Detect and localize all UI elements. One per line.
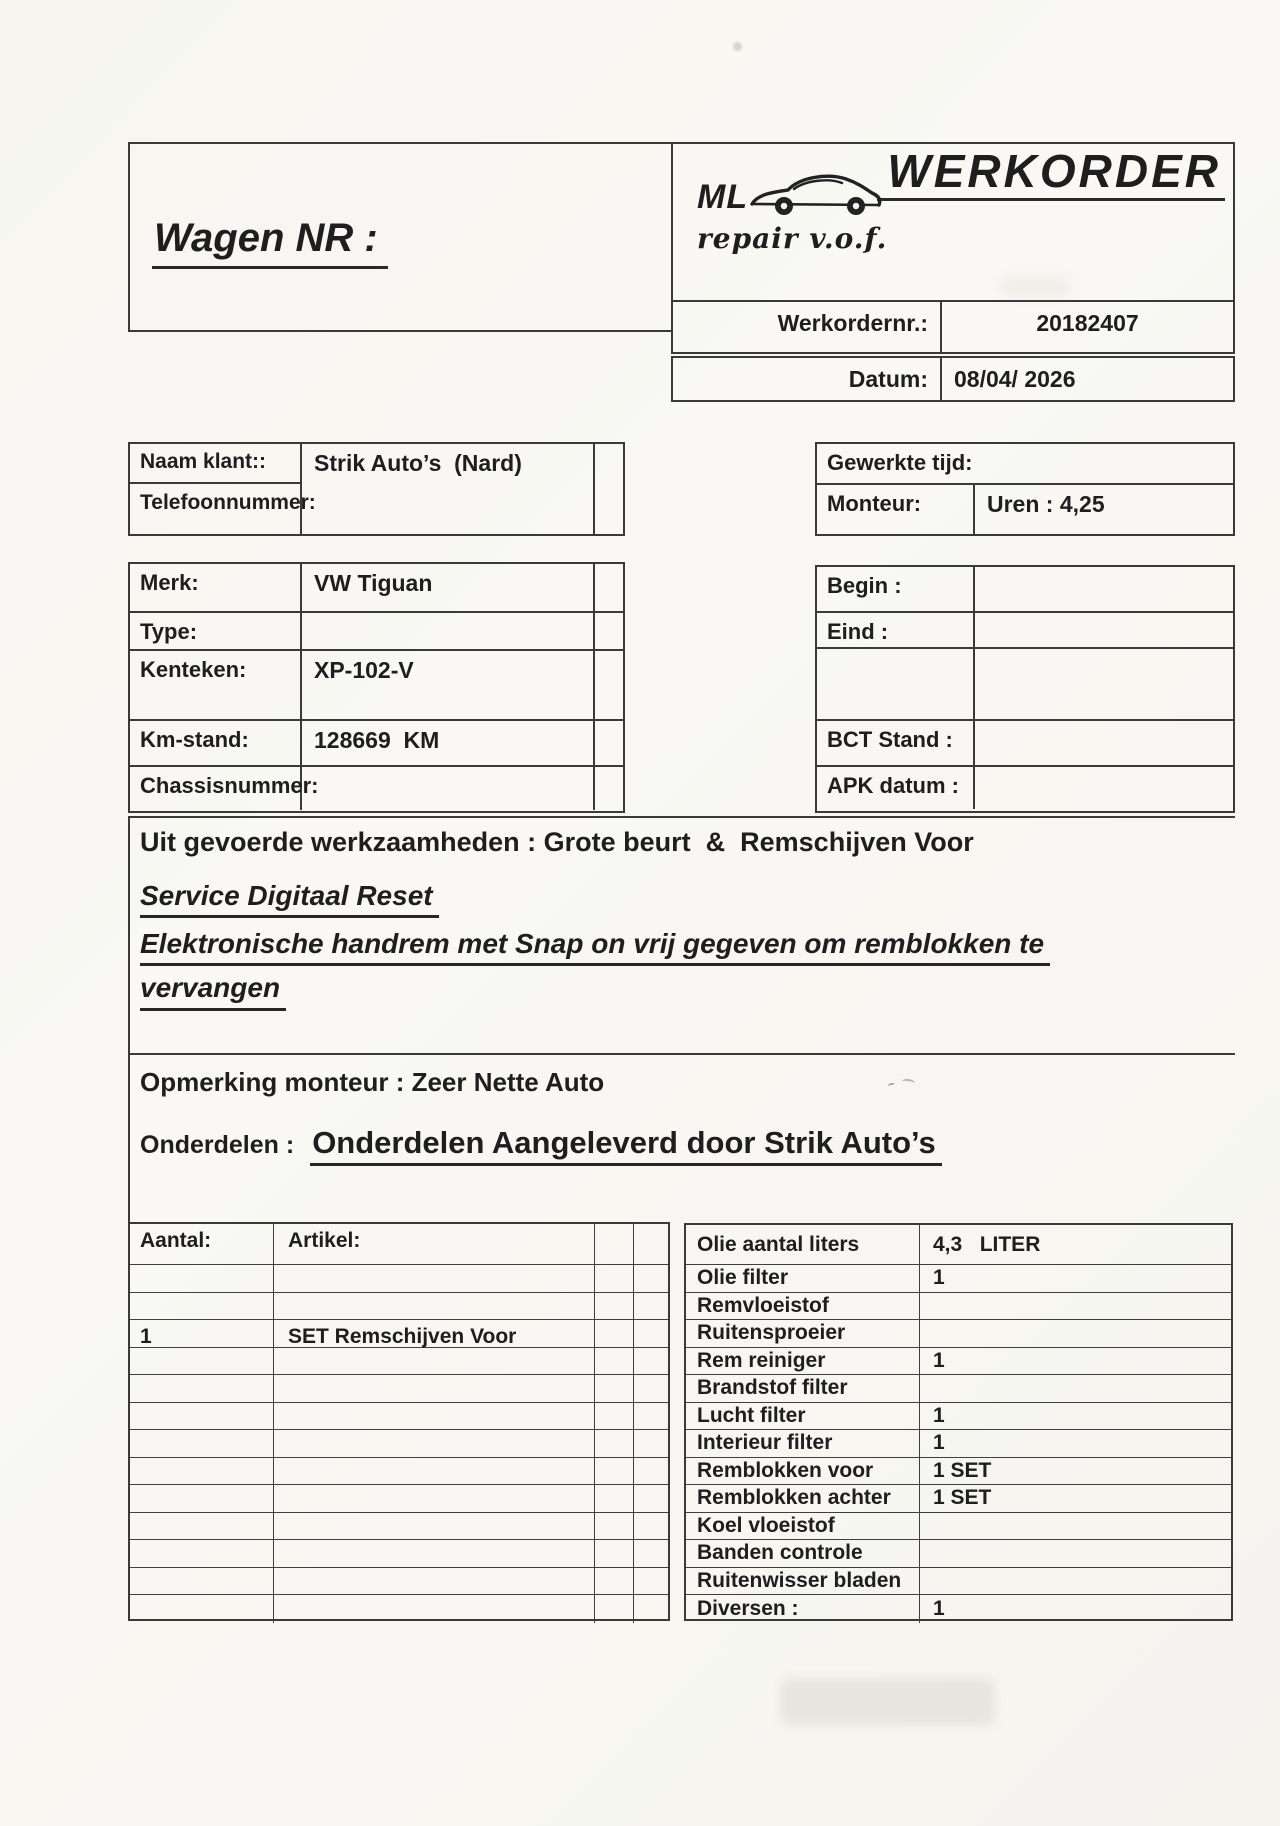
parts-narrow-cell xyxy=(634,1595,668,1623)
parts-narrow-cell xyxy=(595,1540,634,1567)
parts-row xyxy=(130,1375,668,1403)
parts-article-cell xyxy=(274,1458,595,1485)
schedule-empty-value xyxy=(975,649,1233,719)
datum-label: Datum: xyxy=(673,358,942,400)
client-table xyxy=(128,442,625,536)
checklist-label-cell: Interieur filter xyxy=(686,1430,920,1457)
header-logo-box xyxy=(671,142,1235,302)
merk-label: Merk: xyxy=(130,564,302,611)
parts-qty-cell xyxy=(130,1293,274,1320)
parts-narrow-cell xyxy=(595,1430,634,1457)
parts-narrow-cell xyxy=(634,1513,668,1540)
datum-value: 08/04/ 2026 xyxy=(954,366,1076,392)
parts-narrow-cell xyxy=(634,1320,668,1347)
checklist-row xyxy=(686,1265,1231,1293)
parts-article-cell xyxy=(274,1595,595,1623)
parts-row xyxy=(130,1430,668,1458)
parts-row xyxy=(130,1293,668,1321)
werkorder-title: WERKORDER xyxy=(877,146,1225,201)
work-heading: Uit gevoerde werkzaamheden : Grote beurt & Remschijven Voor xyxy=(140,827,974,857)
werkordernr-label: Werkordernr.: xyxy=(673,302,942,352)
monteur-label: Monteur: xyxy=(817,485,975,534)
parts-narrow-cell xyxy=(634,1403,668,1430)
werkordernr-row xyxy=(671,300,1235,354)
parts-article-cell xyxy=(274,1375,595,1402)
schedule-table xyxy=(815,565,1235,813)
checklist-row xyxy=(686,1403,1231,1431)
work-line-2: Elektronische handrem met Snap on vrij gegeven om remblokken te xyxy=(140,928,1050,966)
checklist-value-cell: 1 xyxy=(933,1596,945,1620)
parts-narrow-cell xyxy=(595,1293,634,1320)
checklist-value-cell xyxy=(920,1568,1231,1595)
remarks-section xyxy=(128,1053,1235,1222)
parts-row xyxy=(130,1348,668,1376)
parts-qty-cell xyxy=(130,1595,274,1623)
parts-qty-cell xyxy=(130,1513,274,1540)
naam-klant-value: Strik Auto’s (Nard) xyxy=(302,444,595,534)
parts-article-cell xyxy=(274,1568,595,1595)
parts-article-cell xyxy=(274,1513,595,1540)
onderdelen-value: Onderdelen Aangeleverd door Strik Auto’s xyxy=(310,1125,942,1166)
artikel-header: Artikel: xyxy=(274,1224,595,1264)
logo-subtitle: repair v.o.f. xyxy=(697,222,888,255)
checklist-label-cell: Remblokken achter xyxy=(686,1485,920,1512)
werkordernr-value: 20182407 xyxy=(1036,310,1139,336)
checklist-label-cell: Banden controle xyxy=(686,1540,920,1567)
checklist-label-cell: Remvloeistof xyxy=(686,1293,920,1320)
apk-datum-value xyxy=(975,767,1233,809)
checklist-value-cell xyxy=(920,1320,1231,1347)
wagen-nr-box xyxy=(128,142,673,332)
parts-table xyxy=(128,1222,670,1621)
checklist-label-cell: Ruitensproeier xyxy=(686,1320,920,1347)
parts-qty-cell xyxy=(130,1265,274,1292)
parts-article-cell xyxy=(274,1293,595,1320)
checklist-value-cell: 1 xyxy=(933,1266,945,1290)
parts-narrow-cell xyxy=(595,1320,634,1347)
logo-ml-text: ML xyxy=(697,178,749,216)
parts-rows xyxy=(130,1265,668,1623)
spare-cell xyxy=(595,767,623,810)
worked-time-table xyxy=(815,442,1235,536)
scan-artifact xyxy=(780,1678,995,1726)
checklist-label-cell: Remblokken voor xyxy=(686,1458,920,1485)
checklist-row xyxy=(686,1595,1231,1623)
spare-cell xyxy=(595,721,623,765)
checklist-row xyxy=(686,1458,1231,1486)
checklist-label-cell: Olie filter xyxy=(686,1265,920,1292)
parts-narrow-cell xyxy=(634,1348,668,1375)
kenteken-label: Kenteken: xyxy=(130,651,302,719)
parts-narrow-cell xyxy=(634,1458,668,1485)
checklist-value-cell xyxy=(920,1375,1231,1402)
telefoonnummer-label: Telefoonnummer: xyxy=(140,491,316,514)
chassisnummer-label: Chassisnummer: xyxy=(130,767,302,810)
datum-row xyxy=(671,356,1235,402)
parts-qty-cell xyxy=(130,1458,274,1485)
parts-article-cell xyxy=(274,1348,595,1375)
opmerking-monteur-text: Opmerking monteur : Zeer Nette Auto xyxy=(140,1067,605,1097)
checklist-row xyxy=(686,1225,1231,1265)
parts-qty-cell xyxy=(130,1540,274,1567)
parts-row xyxy=(130,1320,668,1348)
checklist-label-cell: Olie aantal liters xyxy=(686,1225,920,1264)
bct-stand-label: BCT Stand : xyxy=(817,721,975,765)
kmstand-value: 128669 KM xyxy=(302,721,595,765)
spare-cell xyxy=(595,564,623,611)
begin-value xyxy=(975,567,1233,611)
parts-narrow-cell xyxy=(634,1485,668,1512)
kmstand-label: Km-stand: xyxy=(130,721,302,765)
parts-article-cell xyxy=(274,1430,595,1457)
parts-narrow-cell xyxy=(595,1568,634,1595)
parts-narrow-cell xyxy=(634,1265,668,1292)
onderdelen-label: Onderdelen : xyxy=(140,1131,295,1159)
checklist-label-cell: Rem reiniger xyxy=(686,1348,920,1375)
parts-row xyxy=(130,1513,668,1541)
wagen-nr-label: Wagen NR : xyxy=(152,216,388,269)
checklist-label-cell: Koel vloeistof xyxy=(686,1513,920,1540)
checklist-label-cell: Ruitenwisser bladen xyxy=(686,1568,920,1595)
spare-cell xyxy=(595,613,623,649)
checklist-label-cell: Brandstof filter xyxy=(686,1375,920,1402)
vehicle-table xyxy=(128,562,625,813)
car-icon xyxy=(744,166,884,229)
parts-qty-cell xyxy=(130,1348,274,1375)
performed-work-section xyxy=(128,816,1235,1053)
checklist-row xyxy=(686,1540,1231,1568)
scan-smudge xyxy=(888,1082,896,1088)
parts-row xyxy=(130,1265,668,1293)
uren-value: Uren : 4,25 xyxy=(987,491,1105,517)
checklist-row xyxy=(686,1375,1231,1403)
parts-narrow-cell xyxy=(595,1403,634,1430)
checklist-table xyxy=(684,1223,1233,1621)
parts-article-cell xyxy=(274,1540,595,1567)
aantal-header: Aantal: xyxy=(130,1224,274,1264)
parts-narrow-cell xyxy=(595,1458,634,1485)
parts-row xyxy=(130,1595,668,1623)
work-line-3: vervangen xyxy=(140,972,286,1010)
parts-qty-cell xyxy=(130,1568,274,1595)
parts-qty-cell xyxy=(130,1375,274,1402)
parts-qty-cell xyxy=(130,1403,274,1430)
parts-row xyxy=(130,1403,668,1431)
merk-value: VW Tiguan xyxy=(302,564,595,611)
parts-row xyxy=(130,1485,668,1513)
checklist-value-cell xyxy=(920,1293,1231,1320)
checklist-value-cell: 1 xyxy=(933,1348,945,1372)
parts-article-cell xyxy=(274,1265,595,1292)
eind-label: Eind : xyxy=(817,613,975,647)
type-value xyxy=(302,613,595,649)
schedule-empty-label xyxy=(817,649,975,719)
spare-cell xyxy=(595,651,623,719)
checklist-label-cell: Diversen : xyxy=(686,1595,920,1623)
parts-row xyxy=(130,1540,668,1568)
kenteken-value: XP-102-V xyxy=(302,651,595,719)
checklist-row xyxy=(686,1513,1231,1541)
checklist-row xyxy=(686,1485,1231,1513)
checklist-value-cell: 1 xyxy=(933,1431,945,1455)
begin-label: Begin : xyxy=(817,567,975,611)
work-line-1: Service Digitaal Reset xyxy=(140,880,439,918)
parts-narrow-cell xyxy=(595,1595,634,1623)
parts-narrow-cell xyxy=(634,1540,668,1567)
checklist-value-cell: 1 SET xyxy=(933,1458,992,1482)
parts-narrow-cell xyxy=(595,1348,634,1375)
checklist-value-cell xyxy=(920,1540,1231,1567)
parts-narrow-cell xyxy=(595,1513,634,1540)
parts-article-cell xyxy=(274,1485,595,1512)
eind-value xyxy=(975,613,1233,647)
checklist-row xyxy=(686,1430,1231,1458)
parts-narrow-cell xyxy=(634,1430,668,1457)
parts-article-cell: SET Remschijven Voor xyxy=(274,1320,595,1347)
chassisnummer-value xyxy=(302,767,595,810)
gewerkte-tijd-label: Gewerkte tijd: xyxy=(817,444,1233,485)
scan-speck xyxy=(733,42,742,51)
checklist-label-cell: Lucht filter xyxy=(686,1403,920,1430)
checklist-row xyxy=(686,1320,1231,1348)
naam-klant-label: Naam klant:: xyxy=(130,444,300,484)
parts-qty-cell xyxy=(130,1430,274,1457)
parts-narrow-cell xyxy=(595,1485,634,1512)
parts-qty-cell: 1 xyxy=(130,1320,274,1347)
parts-narrow-cell xyxy=(634,1568,668,1595)
client-table-spare-cell xyxy=(595,444,623,534)
checklist-row xyxy=(686,1568,1231,1596)
checklist-value-cell: 1 SET xyxy=(933,1486,992,1510)
checklist-row xyxy=(686,1293,1231,1321)
parts-qty-cell xyxy=(130,1485,274,1512)
checklist-row xyxy=(686,1348,1231,1376)
checklist-value-cell xyxy=(920,1513,1231,1540)
parts-narrow-cell xyxy=(634,1375,668,1402)
company-logo xyxy=(697,166,887,253)
parts-narrow-cell xyxy=(595,1265,634,1292)
apk-datum-label: APK datum : xyxy=(817,767,975,809)
checklist-value-cell: 1 xyxy=(933,1403,945,1427)
bct-stand-value xyxy=(975,721,1233,765)
parts-row xyxy=(130,1568,668,1596)
parts-row xyxy=(130,1458,668,1486)
scan-smudge xyxy=(902,1078,916,1087)
parts-narrow-cell xyxy=(634,1293,668,1320)
parts-article-cell xyxy=(274,1403,595,1430)
parts-narrow-cell xyxy=(595,1375,634,1402)
checklist-value-cell: 4,3 LITER xyxy=(933,1232,1041,1256)
parts-narrow-cell xyxy=(595,1224,634,1264)
type-label: Type: xyxy=(130,613,302,649)
parts-narrow-cell xyxy=(634,1224,668,1264)
